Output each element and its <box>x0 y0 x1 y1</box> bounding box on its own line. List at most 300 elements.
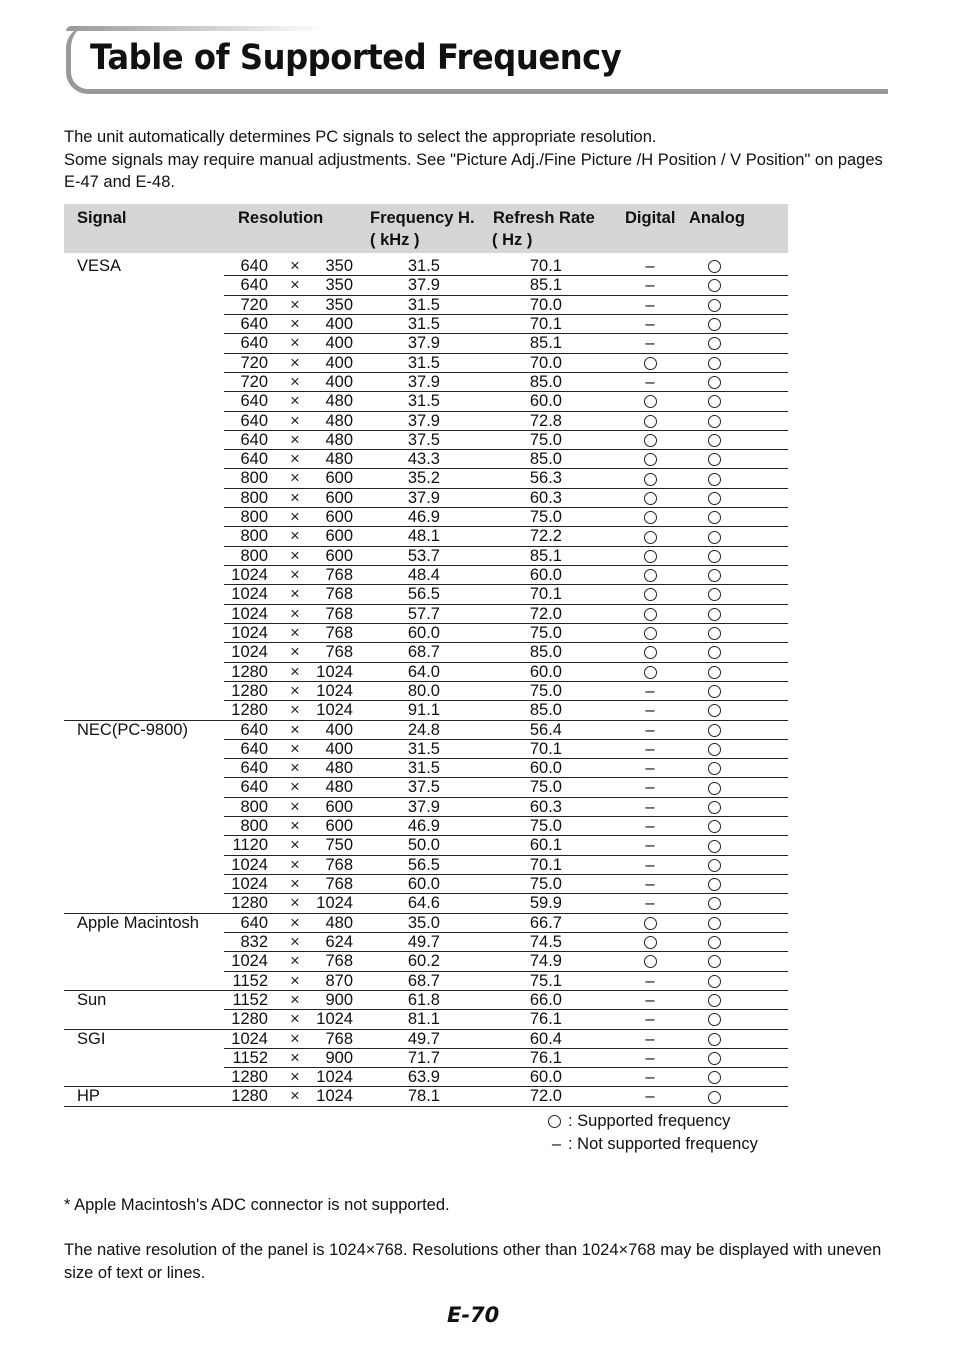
frequency-h: 81.1 <box>407 1010 440 1029</box>
dash-icon: – <box>645 1010 655 1029</box>
table-row <box>64 952 788 971</box>
row-cells <box>64 894 788 913</box>
frequency-h: 56.5 <box>407 585 440 604</box>
digital-support <box>642 605 658 624</box>
analog-support <box>706 334 722 353</box>
refresh-rate: 85.0 <box>529 643 562 662</box>
digital-support <box>642 624 658 643</box>
times-sign: × <box>290 894 300 913</box>
row-cells <box>64 1010 788 1029</box>
resolution-height: 600 <box>325 469 353 488</box>
times-sign: × <box>290 836 300 855</box>
resolution-height: 400 <box>325 372 353 391</box>
times-sign: × <box>290 681 300 700</box>
analog-support <box>706 817 722 836</box>
times-sign: × <box>290 1010 300 1029</box>
digital-support <box>642 412 658 431</box>
legend-not-supported-label: : Not supported frequency <box>568 1135 758 1153</box>
refresh-rate: 74.9 <box>529 952 562 971</box>
circle-icon <box>708 975 721 988</box>
resolution-height: 624 <box>325 932 353 951</box>
header-analog: Analog <box>689 209 745 227</box>
circle-icon <box>708 801 721 814</box>
resolution-height: 480 <box>325 392 353 411</box>
resolution-height: 600 <box>325 546 353 565</box>
resolution-width: 640 <box>240 913 268 932</box>
times-sign: × <box>290 566 300 584</box>
frequency-h: 48.1 <box>407 527 440 546</box>
digital-support <box>642 798 658 817</box>
row-cells <box>224 276 788 295</box>
frequency-h: 68.7 <box>407 971 440 990</box>
circle-icon <box>708 318 721 331</box>
refresh-rate: 60.0 <box>529 759 562 778</box>
resolution-height: 600 <box>325 527 353 546</box>
resolution-width: 1024 <box>231 855 268 874</box>
table-row <box>64 894 788 913</box>
refresh-rate: 76.1 <box>529 1048 562 1067</box>
digital-support <box>642 933 658 952</box>
circle-icon <box>708 685 721 698</box>
times-sign: × <box>290 778 300 797</box>
table-row <box>64 334 788 353</box>
dash-icon: – <box>645 701 655 720</box>
frequency-h: 24.8 <box>407 720 440 739</box>
resolution-width: 640 <box>240 430 268 449</box>
circle-icon <box>708 376 721 389</box>
header-refresh-unit: ( Hz ) <box>492 231 533 249</box>
resolution-width: 800 <box>240 508 268 527</box>
digital-support <box>642 778 658 797</box>
digital-support <box>642 566 658 585</box>
digital-support <box>642 894 658 913</box>
resolution-width: 800 <box>240 527 268 546</box>
digital-support <box>642 836 658 855</box>
dash-icon: – <box>645 1087 655 1106</box>
circle-icon <box>708 260 721 273</box>
row-cells <box>224 798 788 817</box>
refresh-rate: 70.1 <box>529 739 562 758</box>
digital-support <box>642 856 658 875</box>
circle-icon <box>644 357 657 370</box>
frequency-h: 49.7 <box>407 1029 440 1048</box>
resolution-height: 400 <box>325 720 353 739</box>
circle-icon <box>708 531 721 544</box>
digital-support <box>642 373 658 392</box>
circle-icon <box>644 531 657 544</box>
row-cells <box>224 721 788 740</box>
dash-icon: – <box>645 875 655 893</box>
digital-support <box>642 354 658 373</box>
times-sign: × <box>290 932 300 951</box>
analog-support <box>706 315 722 334</box>
times-sign: × <box>290 257 300 275</box>
row-cells <box>224 527 788 546</box>
dash-icon: – <box>645 372 655 391</box>
analog-support <box>706 856 722 875</box>
refresh-rate: 85.1 <box>529 546 562 565</box>
times-sign: × <box>290 430 300 449</box>
refresh-rate: 59.9 <box>529 894 562 913</box>
legend <box>548 1110 758 1156</box>
frequency-h: 31.5 <box>407 392 440 411</box>
table-row <box>64 1010 788 1029</box>
row-cells <box>224 663 788 682</box>
resolution-width: 1024 <box>231 875 268 893</box>
frequency-h: 35.0 <box>407 913 440 932</box>
resolution-height: 480 <box>325 411 353 430</box>
table-row <box>64 759 788 778</box>
refresh-rate: 60.3 <box>529 797 562 816</box>
refresh-rate: 76.1 <box>529 1010 562 1029</box>
times-sign: × <box>290 295 300 314</box>
resolution-width: 640 <box>240 314 268 333</box>
resolution-width: 1280 <box>231 894 268 913</box>
table-row <box>64 450 788 469</box>
resolution-height: 1024 <box>316 681 353 700</box>
times-sign: × <box>290 450 300 469</box>
legend-supported <box>548 1110 758 1133</box>
resolution-width: 640 <box>240 276 268 295</box>
refresh-rate: 72.0 <box>529 1087 562 1106</box>
analog-support <box>706 373 722 392</box>
native-resolution-note: The native resolution of the panel is 1024×768. Resolutions other than 1024×768 may be displayed with uneven size of text or lines. <box>64 1241 882 1282</box>
row-cells <box>224 469 788 488</box>
refresh-rate: 85.0 <box>529 372 562 391</box>
analog-support <box>706 875 722 894</box>
times-sign: × <box>290 469 300 488</box>
page-number: E-70 <box>447 1303 500 1327</box>
circle-icon <box>708 704 721 717</box>
resolution-width: 1024 <box>231 1029 268 1048</box>
circle-icon <box>644 588 657 601</box>
frequency-h: 31.5 <box>407 739 440 758</box>
resolution-height: 600 <box>325 508 353 527</box>
digital-support <box>642 701 658 720</box>
resolution-height: 400 <box>325 353 353 372</box>
times-sign: × <box>290 276 300 295</box>
dash-icon: – <box>645 836 655 855</box>
refresh-rate: 72.2 <box>529 527 562 546</box>
circle-icon <box>708 897 721 910</box>
digital-support <box>642 875 658 894</box>
circle-icon <box>708 299 721 312</box>
resolution-height: 768 <box>325 623 353 642</box>
table-row <box>64 643 788 662</box>
refresh-rate: 75.0 <box>529 778 562 797</box>
refresh-rate: 75.0 <box>529 817 562 836</box>
circle-icon <box>708 415 721 428</box>
resolution-width: 832 <box>240 932 268 951</box>
adc-note: * Apple Macintosh's ADC connector is not supported. <box>64 1196 450 1214</box>
refresh-rate: 75.0 <box>529 681 562 700</box>
resolution-height: 900 <box>325 990 353 1009</box>
dash-icon: – <box>645 276 655 295</box>
circle-icon <box>644 608 657 621</box>
frequency-h: 37.9 <box>407 276 440 295</box>
row-cells <box>224 952 788 971</box>
intro-line-1: The unit automatically determines PC signals to select the appropriate resolution. <box>64 128 657 146</box>
circle-icon <box>708 782 721 795</box>
resolution-height: 400 <box>325 314 353 333</box>
circle-icon <box>708 1052 721 1065</box>
signal-name: Sun <box>77 990 107 1009</box>
resolution-height: 480 <box>325 778 353 797</box>
table-row <box>64 740 788 759</box>
row-cells <box>224 585 788 604</box>
table-row <box>64 354 788 373</box>
circle-icon <box>708 994 721 1007</box>
dash-icon: – <box>645 797 655 816</box>
table-row <box>64 547 788 566</box>
row-cells <box>224 315 788 334</box>
analog-support <box>706 914 722 933</box>
times-sign: × <box>290 585 300 604</box>
analog-support <box>706 508 722 527</box>
circle-icon <box>708 666 721 679</box>
row-cells <box>224 334 788 353</box>
row-cells <box>224 991 788 1010</box>
row-cells <box>224 933 788 952</box>
circle-icon <box>708 1013 721 1026</box>
table-row <box>64 972 788 991</box>
analog-support <box>706 1010 722 1029</box>
resolution-width: 1120 <box>232 836 268 855</box>
analog-support <box>706 663 722 682</box>
circle-icon <box>708 820 721 833</box>
times-sign: × <box>290 720 300 739</box>
circle-icon <box>644 473 657 486</box>
circle-icon <box>644 434 657 447</box>
resolution-height: 1024 <box>316 1087 353 1106</box>
frequency-h: 78.1 <box>407 1087 440 1106</box>
circle-icon <box>708 569 721 582</box>
table-row <box>64 257 788 276</box>
refresh-rate: 60.0 <box>529 1068 562 1087</box>
refresh-rate: 85.1 <box>529 334 562 353</box>
circle-icon <box>644 569 657 582</box>
circle-icon <box>644 936 657 949</box>
times-sign: × <box>290 334 300 353</box>
table-row <box>64 296 788 315</box>
circle-icon <box>708 955 721 968</box>
resolution-height: 1024 <box>316 1010 353 1029</box>
dash-icon: – <box>645 817 655 836</box>
signal-name: VESA <box>77 257 122 275</box>
resolution-width: 1024 <box>231 952 268 971</box>
times-sign: × <box>290 314 300 333</box>
table-row <box>64 276 788 295</box>
resolution-width: 1280 <box>231 1068 268 1087</box>
circle-icon <box>708 743 721 756</box>
analog-support <box>706 392 722 411</box>
analog-support <box>706 566 722 585</box>
table-row <box>64 875 788 894</box>
times-sign: × <box>290 855 300 874</box>
dash-icon: – <box>645 257 655 275</box>
row-cells <box>224 354 788 373</box>
frequency-h: 37.9 <box>407 372 440 391</box>
dash-icon: – <box>645 739 655 758</box>
frequency-h: 57.7 <box>407 604 440 623</box>
row-cells <box>224 450 788 469</box>
resolution-width: 640 <box>240 257 268 275</box>
analog-support <box>706 991 722 1010</box>
row-cells <box>224 1030 788 1049</box>
row-cells <box>224 296 788 315</box>
times-sign: × <box>290 643 300 662</box>
digital-support <box>642 431 658 450</box>
analog-support <box>706 547 722 566</box>
times-sign: × <box>290 662 300 681</box>
resolution-width: 1280 <box>231 1087 268 1106</box>
resolution-height: 600 <box>325 488 353 507</box>
circle-icon <box>708 1033 721 1046</box>
circle-icon <box>708 1091 721 1104</box>
frequency-h: 31.5 <box>407 295 440 314</box>
table-row <box>64 856 788 875</box>
resolution-width: 1024 <box>231 566 268 584</box>
analog-support <box>706 1068 722 1087</box>
times-sign: × <box>290 971 300 990</box>
times-sign: × <box>290 990 300 1009</box>
row-cells <box>224 817 788 836</box>
resolution-height: 768 <box>325 604 353 623</box>
circle-icon <box>708 917 721 930</box>
row-cells <box>224 412 788 431</box>
dash-icon: – <box>645 720 655 739</box>
row-cells <box>224 875 788 894</box>
resolution-width: 800 <box>240 488 268 507</box>
times-sign: × <box>290 411 300 430</box>
frequency-h: 80.0 <box>407 681 440 700</box>
circle-icon <box>708 550 721 563</box>
table-header <box>64 204 788 253</box>
analog-support <box>706 431 722 450</box>
row-cells <box>224 431 788 450</box>
resolution-width: 640 <box>240 739 268 758</box>
resolution-height: 768 <box>325 855 353 874</box>
refresh-rate: 75.0 <box>529 875 562 893</box>
row-cells <box>224 836 788 855</box>
times-sign: × <box>290 604 300 623</box>
digital-support <box>642 469 658 488</box>
refresh-rate: 60.1 <box>529 836 562 855</box>
times-sign: × <box>290 1087 300 1106</box>
dash-icon: – <box>645 314 655 333</box>
times-sign: × <box>290 488 300 507</box>
digital-support <box>642 682 658 701</box>
frequency-h: 37.5 <box>407 778 440 797</box>
row-cells <box>64 1087 788 1106</box>
times-sign: × <box>290 1029 300 1048</box>
table-row <box>64 585 788 604</box>
digital-support <box>642 952 658 971</box>
header-resolution: Resolution <box>238 209 324 227</box>
times-sign: × <box>290 875 300 893</box>
frequency-h: 56.5 <box>407 855 440 874</box>
times-sign: × <box>290 913 300 932</box>
frequency-h: 31.5 <box>407 353 440 372</box>
table-row <box>64 431 788 450</box>
refresh-rate: 75.0 <box>529 430 562 449</box>
circle-icon <box>708 337 721 350</box>
frequency-h: 31.5 <box>407 759 440 778</box>
refresh-rate: 75.0 <box>529 623 562 642</box>
analog-support <box>706 450 722 469</box>
refresh-rate: 70.0 <box>529 353 562 372</box>
row-cells <box>64 972 788 991</box>
resolution-width: 1024 <box>231 604 268 623</box>
refresh-rate: 56.3 <box>529 469 562 488</box>
resolution-width: 800 <box>240 469 268 488</box>
resolution-height: 768 <box>325 585 353 604</box>
header-frequency: Frequency H. <box>370 209 475 227</box>
refresh-rate: 60.4 <box>529 1029 562 1048</box>
circle-icon <box>644 955 657 968</box>
refresh-rate: 85.0 <box>529 450 562 469</box>
analog-support <box>706 527 722 546</box>
dash-icon: – <box>551 1135 562 1153</box>
frequency-h: 49.7 <box>407 932 440 951</box>
resolution-height: 350 <box>325 276 353 295</box>
analog-support <box>706 1049 722 1068</box>
times-sign: × <box>290 817 300 836</box>
resolution-width: 640 <box>240 392 268 411</box>
frequency-h: 37.5 <box>407 430 440 449</box>
analog-support <box>706 354 722 373</box>
refresh-rate: 70.1 <box>529 585 562 604</box>
table-row <box>64 1030 788 1049</box>
refresh-rate: 66.7 <box>529 913 562 932</box>
resolution-height: 870 <box>325 971 353 990</box>
refresh-rate: 70.1 <box>529 855 562 874</box>
refresh-rate: 60.3 <box>529 488 562 507</box>
frequency-h: 60.2 <box>407 952 440 971</box>
frequency-h: 48.4 <box>407 566 440 584</box>
refresh-rate: 60.0 <box>529 392 562 411</box>
refresh-rate: 70.0 <box>529 295 562 314</box>
times-sign: × <box>290 1068 300 1087</box>
resolution-width: 800 <box>240 797 268 816</box>
circle-icon <box>644 492 657 505</box>
circle-icon <box>708 473 721 486</box>
circle-icon <box>708 1071 721 1084</box>
frequency-h: 37.9 <box>407 334 440 353</box>
analog-support <box>706 933 722 952</box>
table-row <box>64 489 788 508</box>
table-row <box>64 778 788 797</box>
dash-icon: – <box>645 295 655 314</box>
dash-icon: – <box>645 1068 655 1087</box>
digital-support <box>642 392 658 411</box>
legend-supported-label: : Supported frequency <box>568 1112 731 1130</box>
analog-support <box>706 798 722 817</box>
digital-support <box>642 643 658 662</box>
times-sign: × <box>290 392 300 411</box>
digital-support <box>642 1068 658 1087</box>
table-row <box>64 798 788 817</box>
resolution-width: 720 <box>240 295 268 314</box>
times-sign: × <box>290 546 300 565</box>
analog-support <box>706 952 722 971</box>
circle-icon <box>644 627 657 640</box>
table-row <box>64 914 788 933</box>
circle-icon <box>644 646 657 659</box>
resolution-width: 640 <box>240 720 268 739</box>
resolution-height: 1024 <box>316 894 353 913</box>
resolution-height: 480 <box>325 913 353 932</box>
